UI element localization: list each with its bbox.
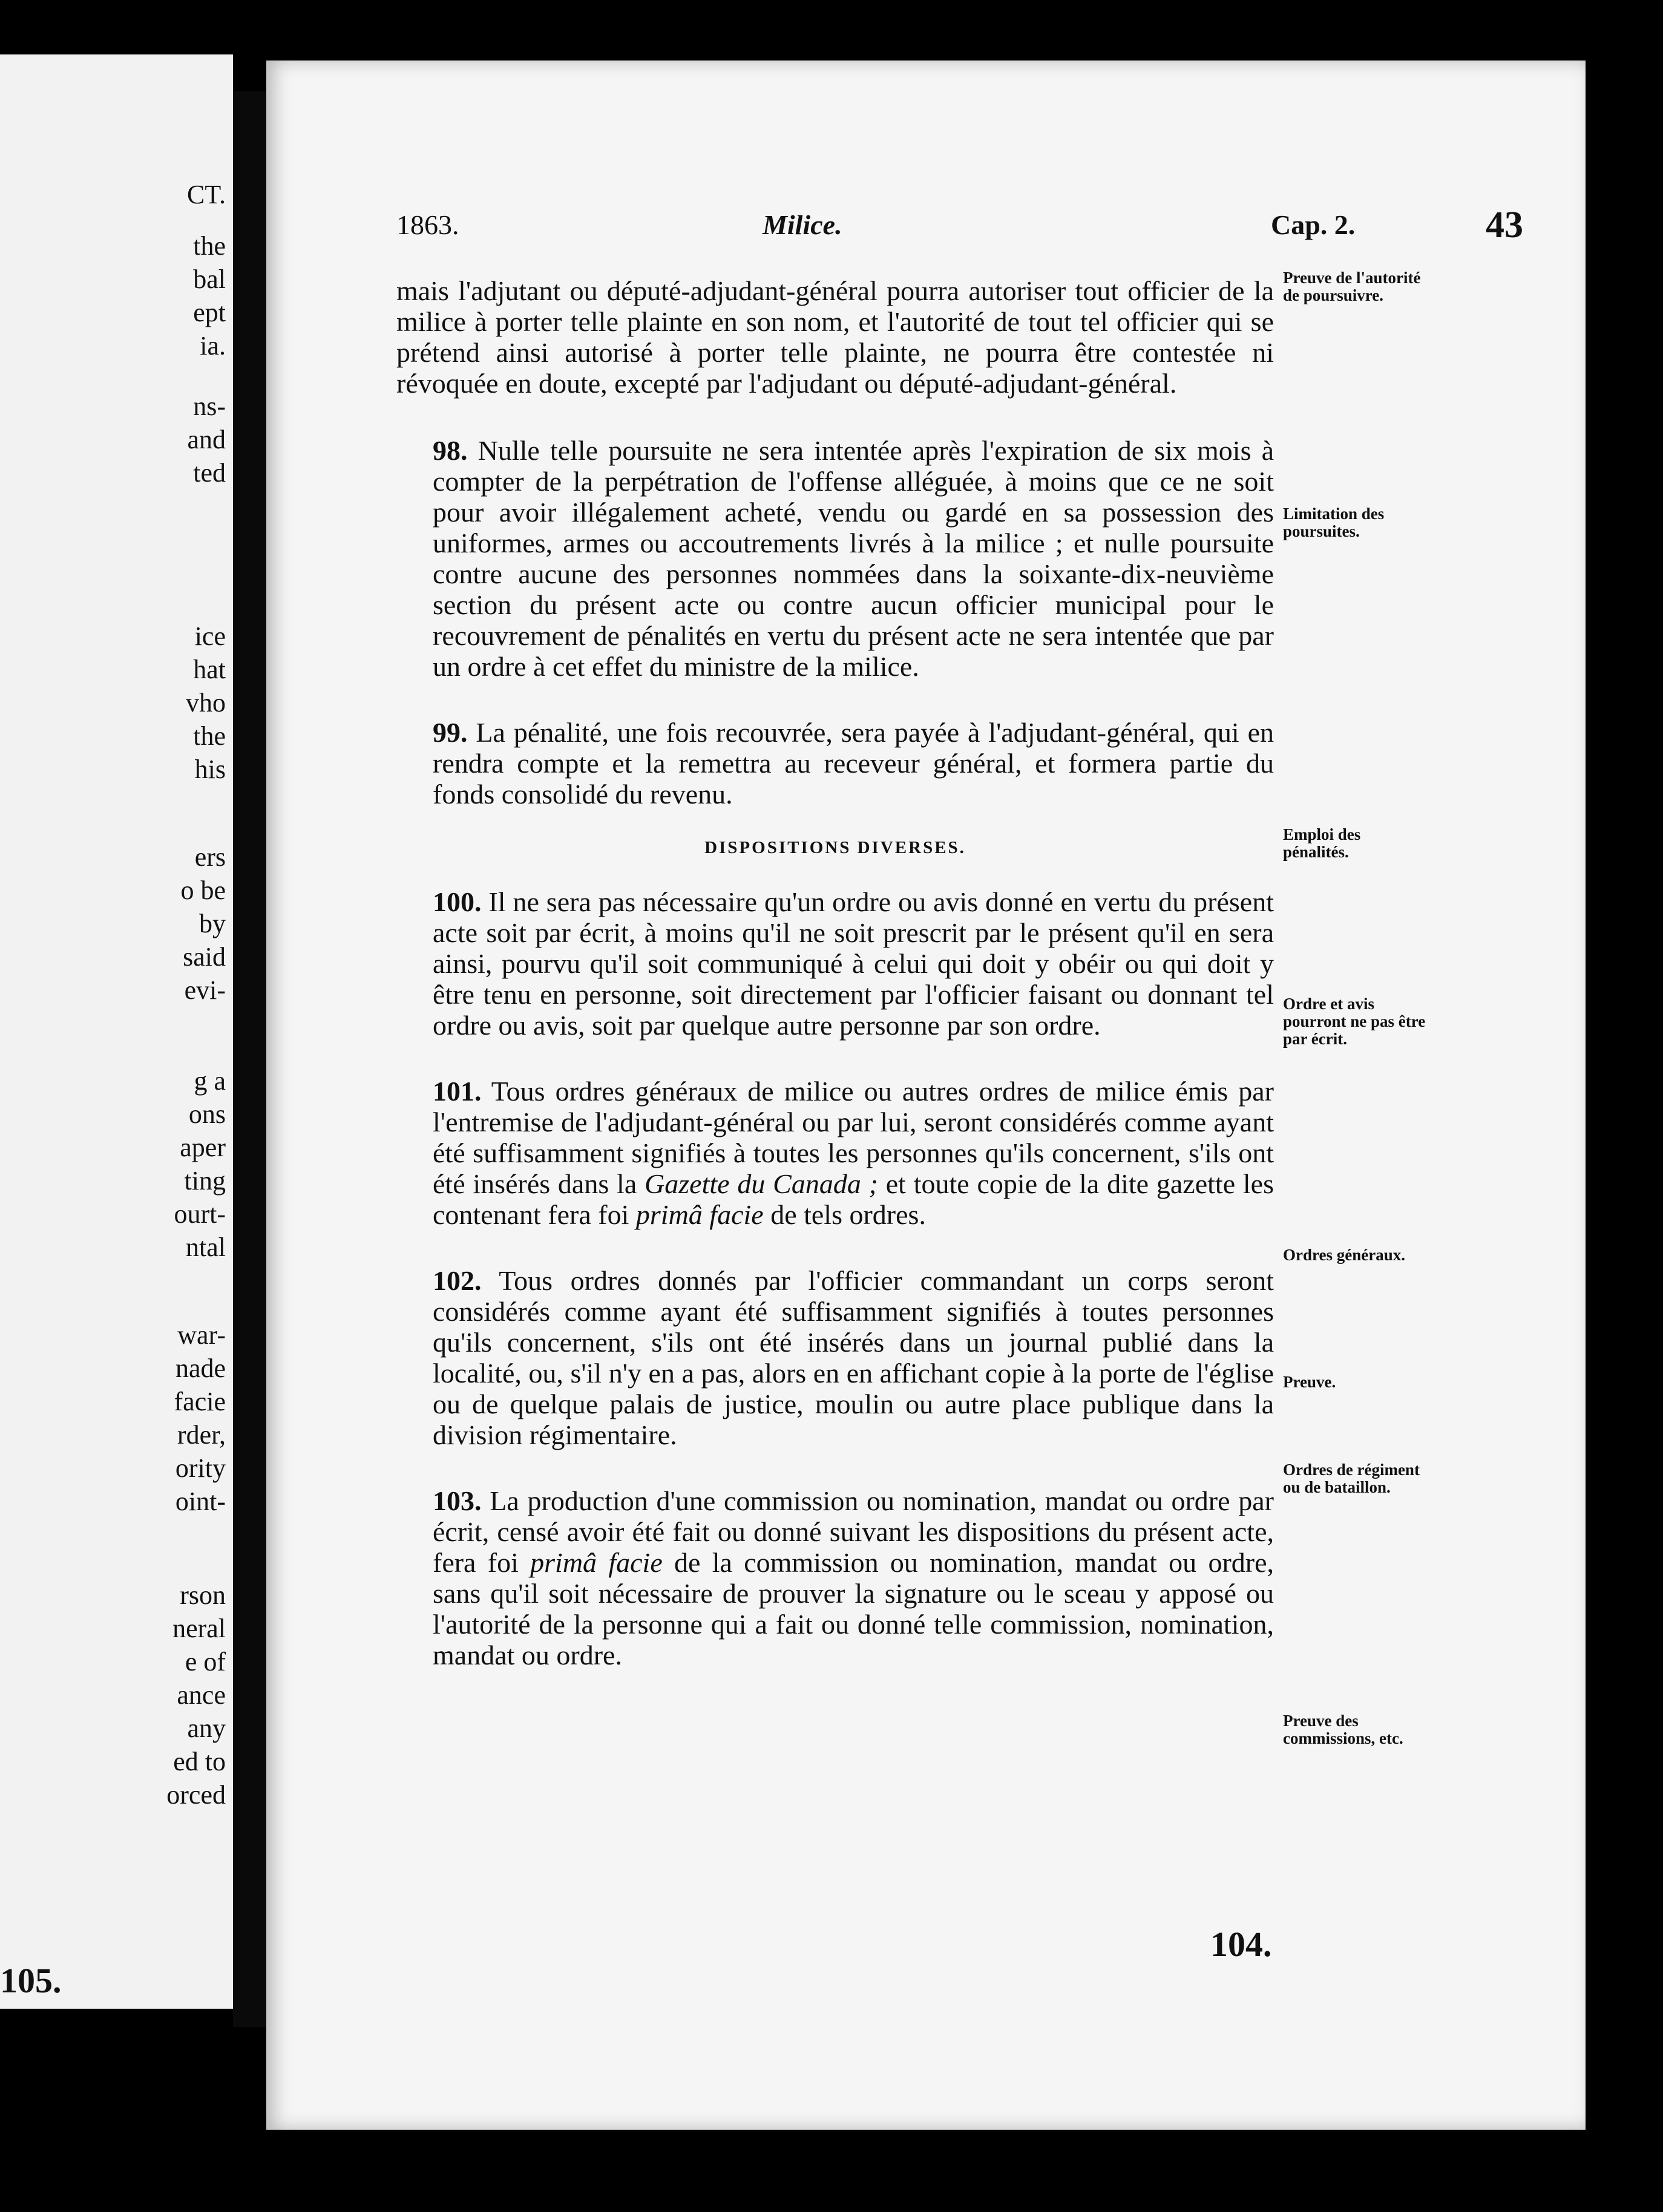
- section-number: 98.: [433, 435, 468, 466]
- left-page-line: nade: [175, 1353, 226, 1383]
- section-102: 102. Tous ordres donnés par l'officier commandant un corps seront considérés comme ayant été suffisamment signifiés à toutes personnes qu'ils concernent, s'ils ont été insérés dans un journal publié dans la localité, ou, s'il n'y en a pas, alors en en affichant copie à la porte de l'église ou de quelque palais de justice, moulin ou autre place publique dans la division régimentaire.: [433, 1265, 1274, 1450]
- left-page-line: the: [193, 721, 226, 751]
- right-page: [266, 61, 1586, 2130]
- left-page-line: vho: [186, 688, 226, 718]
- margin-note: Limitation des poursuites.: [1283, 505, 1385, 540]
- left-page-line: neral: [172, 1614, 226, 1643]
- left-page-line: ia.: [200, 331, 226, 361]
- section-100: 100. Il ne sera pas nécessaire qu'un ordre ou avis donné en vertu du présent acte soit par écrit, à moins qu'il ne soit prescrit par le présent qu'il en sera ainsi, pourvu qu'il soit communiqué à celui qui doit y obéir ou qui doit y être tenu en personne, soit directement par l'officier faisant ou donnant tel ordre ou avis, soit par quelque autre personne par son ordre.: [433, 886, 1274, 1041]
- margin-note: Preuve de l'autorité de poursuivre.: [1283, 269, 1421, 304]
- left-page-line: o be: [180, 875, 226, 905]
- body-text: [396, 275, 1274, 1706]
- left-page-line: by: [199, 909, 226, 938]
- left-page-line: his: [194, 754, 226, 784]
- margin-note: Preuve des commissions, etc.: [1283, 1712, 1403, 1747]
- header-page-number: 43: [1486, 205, 1523, 246]
- section-101: 101. Tous ordres généraux de milice ou autres ordres de milice émis par l'entremise de l'adjudant-général ou par lui, seront considérés comme ayant été suffisamment signifiés à toutes les personnes qu'ils concernent, s'ils ont été insérés dans la Gazette du Canada ; et toute copie de la dite gazette les contenant fera foi primâ facie de tels ordres.: [433, 1076, 1274, 1230]
- left-page-line: aper: [180, 1133, 226, 1162]
- margin-note: Emploi des pénalités.: [1283, 825, 1361, 861]
- left-page-line: oint-: [175, 1487, 226, 1516]
- margin-note: Ordres généraux.: [1283, 1246, 1405, 1264]
- left-page-line: ed to: [173, 1747, 226, 1776]
- left-page-line: e of: [185, 1647, 226, 1677]
- left-page-line: orced: [166, 1780, 226, 1810]
- left-page-line: ourt-: [174, 1199, 226, 1229]
- section-103: 103. La production d'une commission ou nomination, mandat ou ordre par écrit, censé avoir été fait ou donné suivant les dispositions du présent acte, fera foi primâ facie de la commission ou nomination, mandat ou ordre, sans qu'il soit nécessaire de prouver la signature ou le sceau y apposé ou l'autorité de la personne qui a fait ou donné telle commission, nomination, mandat ou ordre.: [433, 1485, 1274, 1670]
- left-page-line: ting: [184, 1166, 226, 1196]
- left-page-line: rder,: [177, 1420, 226, 1450]
- left-page-line: any: [187, 1713, 226, 1743]
- header-chapter: Cap. 2.: [1271, 209, 1356, 240]
- left-page-line: and: [187, 425, 226, 454]
- margin-note: Ordre et avis pourront ne pas être par écrit.: [1283, 995, 1426, 1048]
- header-title: Milice.: [763, 209, 842, 240]
- book-spine: [233, 91, 269, 2027]
- left-page-line: evi-: [184, 975, 226, 1005]
- left-page-line: said: [183, 942, 226, 972]
- left-page-line: bal: [193, 264, 226, 294]
- next-section-catchword: 104.: [1210, 1925, 1272, 1964]
- section-number: 99.: [433, 717, 468, 748]
- left-page-line: the: [193, 231, 226, 261]
- left-page-line: war-: [177, 1320, 226, 1350]
- left-page-line: ance: [177, 1680, 226, 1710]
- left-page-line: ority: [175, 1453, 226, 1483]
- left-page-line: ntal: [186, 1232, 226, 1262]
- left-page-line: ns-: [193, 391, 226, 421]
- header-year: 1863.: [396, 209, 459, 240]
- section-number: 100.: [433, 886, 482, 917]
- left-page-line: hat: [193, 655, 226, 684]
- left-page-line: ept: [193, 298, 226, 327]
- section-99: 99. La pénalité, une fois recouvrée, sera payée à l'adjudant-général, qui en rendra compte et la remettra au receveur général, et formera partie du fonds consolidé du revenu.: [433, 717, 1274, 810]
- left-page-line: ons: [188, 1099, 226, 1129]
- left-page: [0, 54, 233, 2009]
- section-number: 101.: [433, 1076, 482, 1107]
- paragraph-continuation: mais l'adjutant ou député-adjudant-général pourra autoriser tout officier de la milice à porter telle plainte en son nom, et l'autorité de tout tel officier qui se prétend ainsi autorisé à porter telle plainte, ne pourra être contestée ni révoquée en doute, excepté par l'adjudant ou député-adjudant-général.: [396, 275, 1274, 399]
- left-page-number: 105.: [0, 1961, 62, 2000]
- page-header: [396, 205, 1586, 257]
- left-page-line: facie: [174, 1387, 226, 1416]
- left-page-line: rson: [180, 1580, 226, 1610]
- left-page-line: CT.: [187, 180, 226, 209]
- section-98: 98. Nulle telle poursuite ne sera intentée après l'expiration de six mois à compter de la perpétration de l'offense alléguée, à moins que ce ne soit pour avoir illégalement acheté, vendu ou gardé en sa possession des uniformes, armes ou accoutrements livrés à la milice ; et nulle poursuite contre aucune des personnes nommées dans la soixante-dix-neuvième section du présent acte ou contre aucun officier municipal pour le recouvrement de pénalités en vertu du présent acte ne sera intentée que par un ordre à cet effet du ministre de la milice.: [433, 435, 1274, 682]
- margin-note: Ordres de régiment ou de bataillon.: [1283, 1461, 1420, 1496]
- section-number: 103.: [433, 1485, 482, 1516]
- margin-note: Preuve.: [1283, 1373, 1336, 1391]
- section-number: 102.: [433, 1265, 482, 1296]
- section-heading: DISPOSITIONS DIVERSES.: [704, 838, 966, 857]
- left-page-line: g a: [194, 1066, 226, 1096]
- left-page-line: ted: [193, 458, 226, 488]
- left-page-line: ice: [194, 621, 226, 651]
- left-page-line: ers: [194, 842, 226, 872]
